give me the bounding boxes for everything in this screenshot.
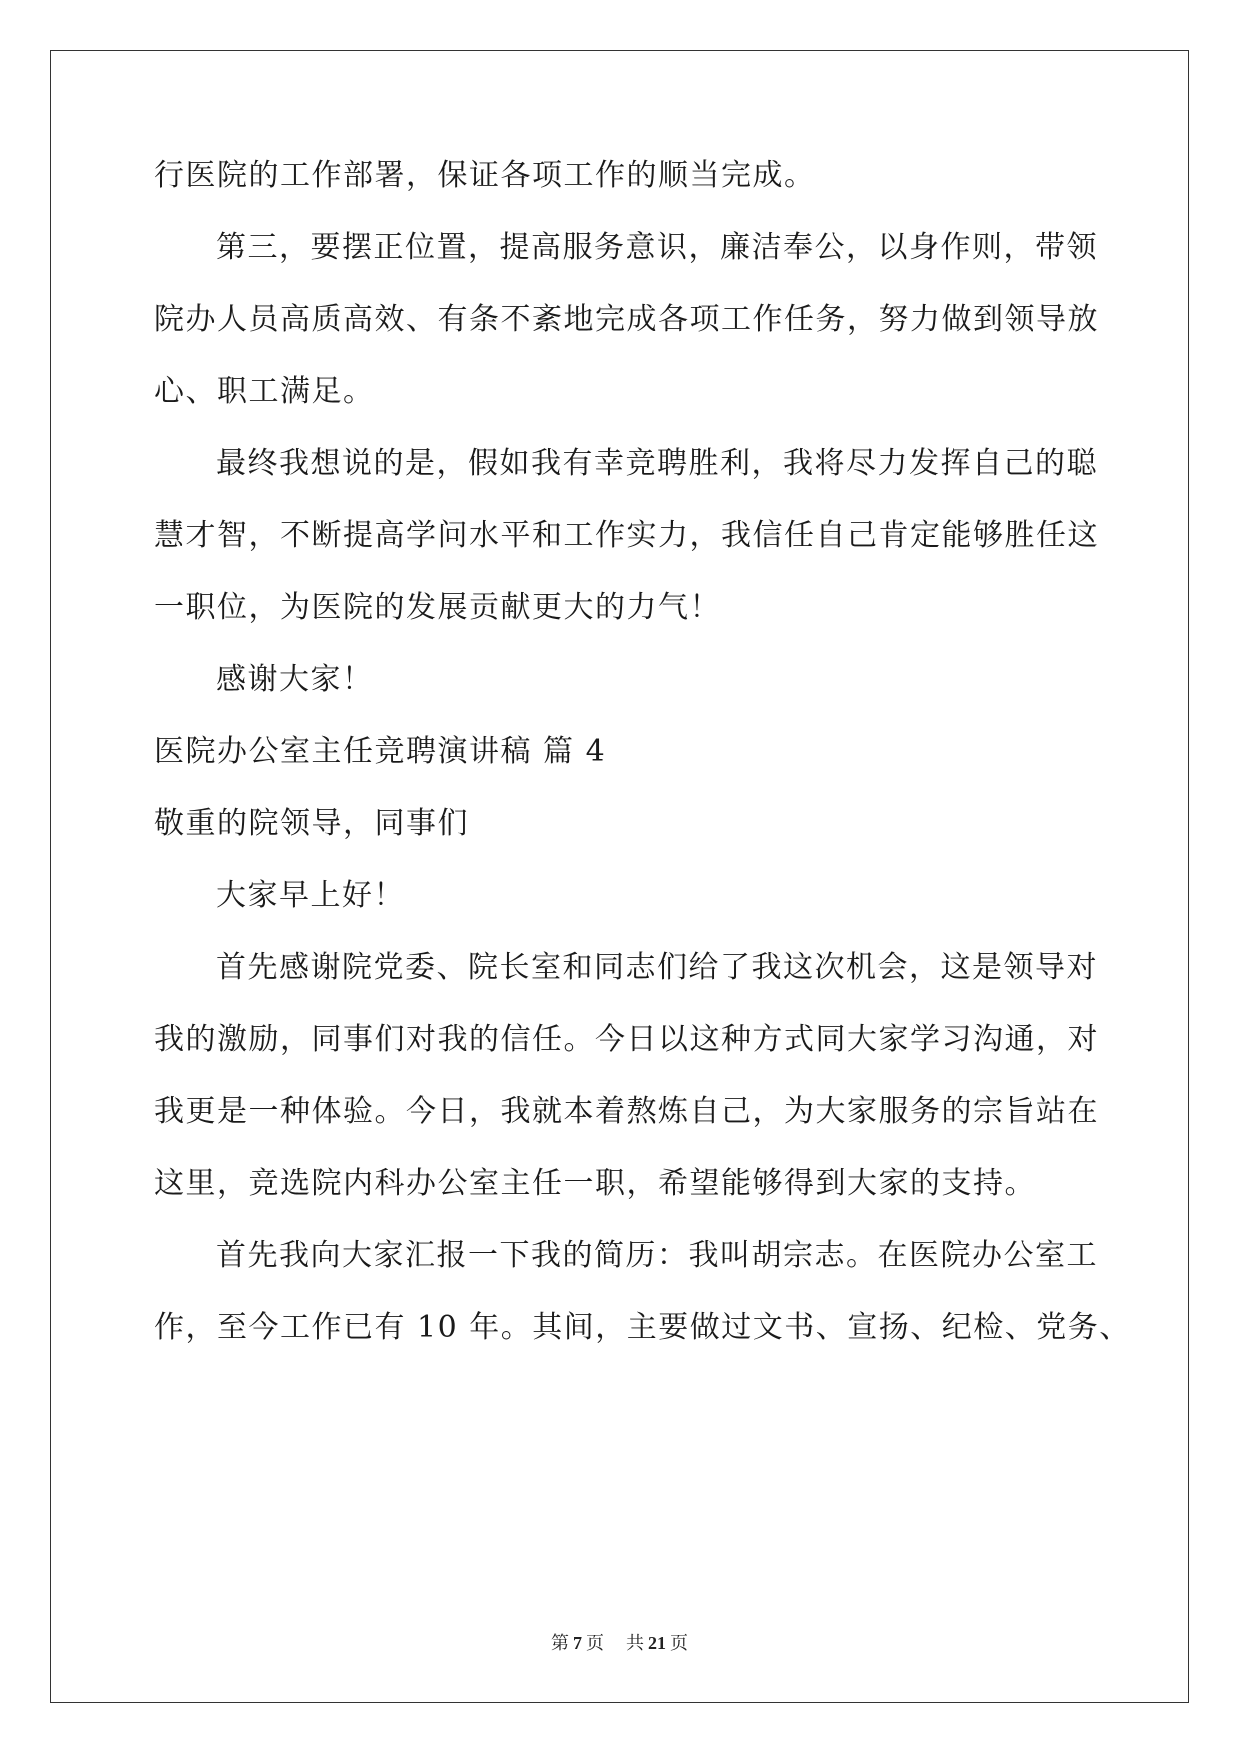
page-footer xyxy=(51,1631,1188,1655)
text-line: 首先我向大家汇报一下我的简历：我叫胡宗志。在医院办公室工 xyxy=(216,1238,1098,1273)
text-line: 我更是一种体验。今日，我就本着熬炼自己，为大家服务的宗旨站在 xyxy=(154,1094,1099,1129)
text-line: 院办人员高质高效、有条不紊地完成各项工作任务，努力做到领导放 xyxy=(154,302,1099,337)
text-line: 第三，要摆正位置，提高服务意识，廉洁奉公，以身作则，带领 xyxy=(216,230,1098,265)
text-line: 行医院的工作部署，保证各项工作的顺当完成。 xyxy=(154,158,816,193)
text-line: 感谢大家！ xyxy=(216,662,374,697)
document-body xyxy=(51,51,1188,1702)
text-line: 慧才智，不断提高学问水平和工作实力，我信任自己肯定能够胜任这 xyxy=(154,518,1099,553)
text-line: 最终我想说的是，假如我有幸竞聘胜利，我将尽力发挥自己的聪 xyxy=(216,446,1098,481)
text-line: 首先感谢院党委、院长室和同志们给了我这次机会，这是领导对 xyxy=(216,950,1098,985)
current-page-number: 7 xyxy=(573,1633,582,1653)
page-border xyxy=(50,50,1189,1703)
text-line: 大家早上好！ xyxy=(216,878,405,913)
page-prefix: 第 xyxy=(551,1633,569,1653)
salutation: 敬重的院领导，同事们 xyxy=(154,806,469,841)
text-line: 我的激励，同事们对我的信任。今日以这种方式同大家学习沟通，对 xyxy=(154,1022,1099,1057)
text-line: 这里，竞选院内科办公室主任一职，希望能够得到大家的支持。 xyxy=(154,1166,1036,1201)
section-heading: 医院办公室主任竞聘演讲稿 篇 4 xyxy=(154,734,607,769)
page-suffix: 页 xyxy=(586,1633,604,1653)
text-line: 一职位，为医院的发展贡献更大的力气！ xyxy=(154,590,721,625)
text-line: 心、职工满足。 xyxy=(154,374,375,409)
total-pages-number: 21 xyxy=(648,1633,666,1653)
total-suffix: 页 xyxy=(670,1633,688,1653)
total-prefix: 共 xyxy=(626,1633,644,1653)
text-line: 作，至今工作已有 10 年。其间，主要做过文书、宣扬、纪检、党务、 xyxy=(154,1310,1131,1345)
